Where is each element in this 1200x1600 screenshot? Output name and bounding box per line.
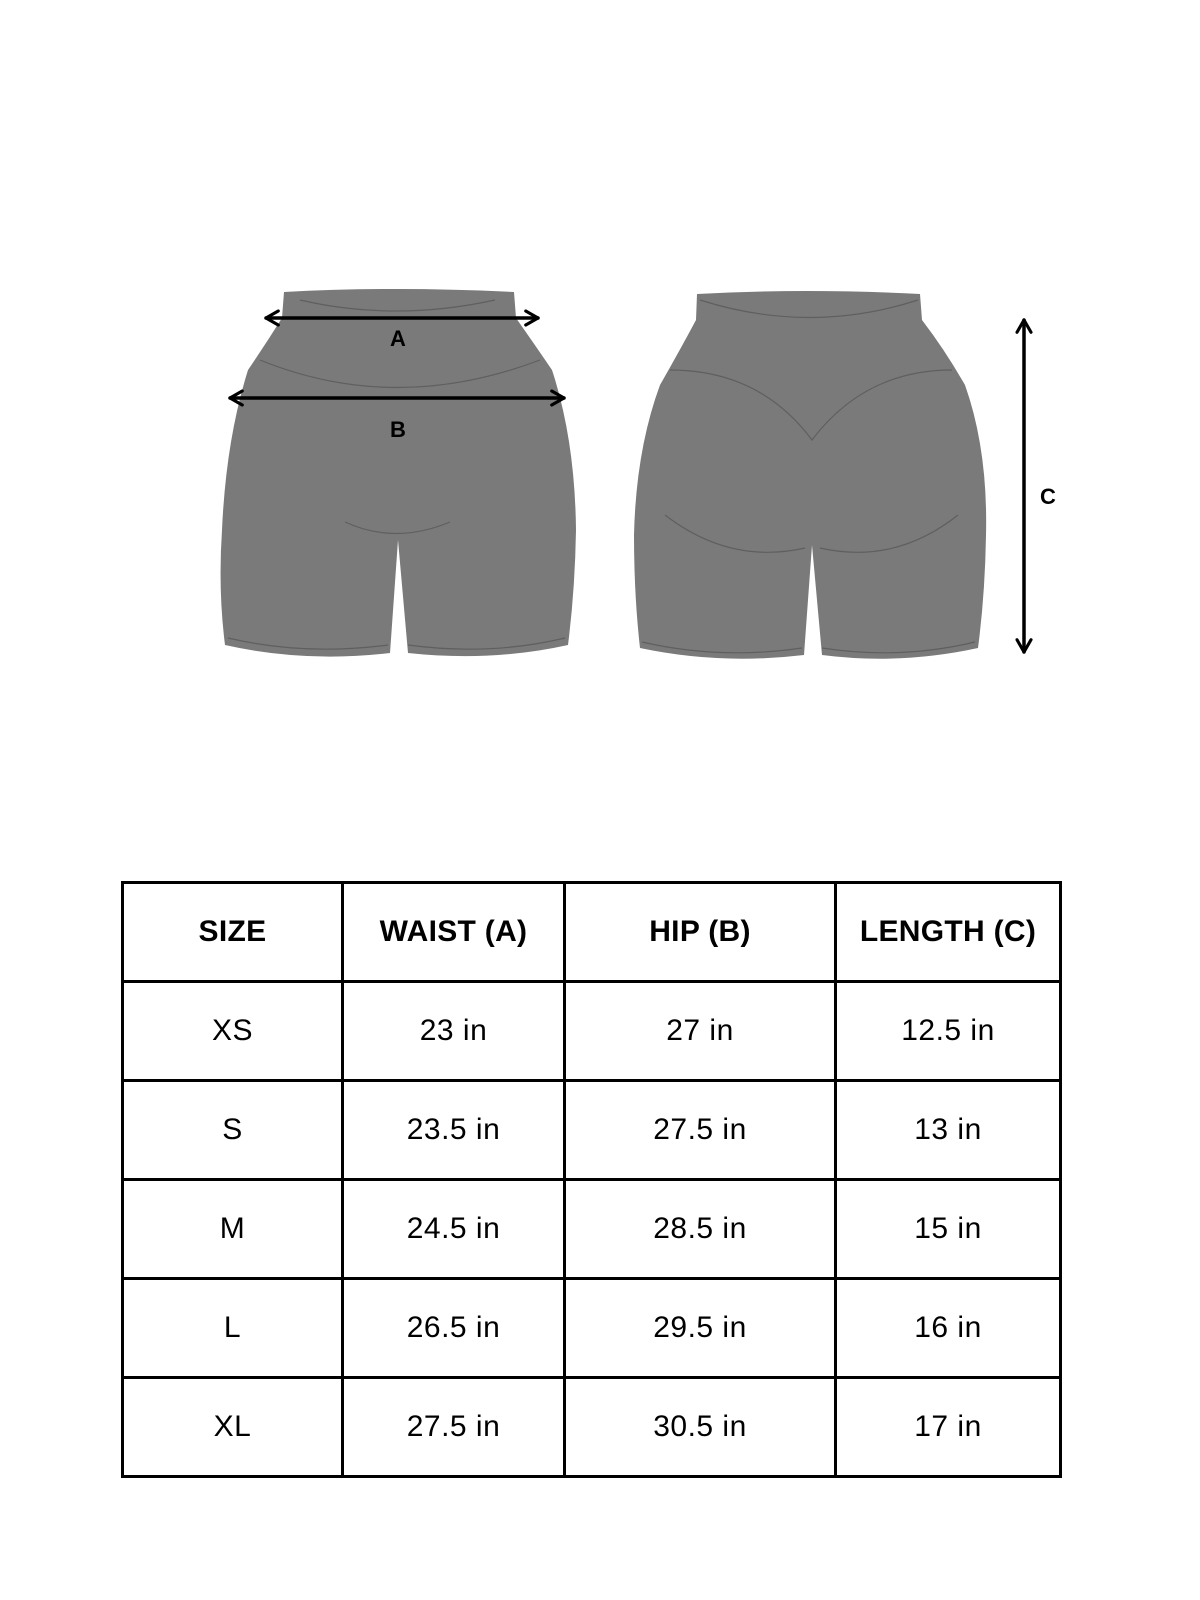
header-length: LENGTH (C)	[836, 883, 1061, 982]
header-hip: HIP (B)	[565, 883, 836, 982]
cell-hip: 28.5 in	[565, 1180, 836, 1279]
header-waist: WAIST (A)	[343, 883, 565, 982]
cell-length: 15 in	[836, 1180, 1061, 1279]
table-row	[123, 1180, 1061, 1279]
cell-size: S	[123, 1081, 343, 1180]
table-row	[123, 1081, 1061, 1180]
hip-label: B	[390, 417, 406, 442]
cell-length: 16 in	[836, 1279, 1061, 1378]
cell-size: L	[123, 1279, 343, 1378]
cell-waist: 27.5 in	[343, 1378, 565, 1477]
cell-hip: 27.5 in	[565, 1081, 836, 1180]
table-row	[123, 982, 1061, 1081]
header-size: SIZE	[123, 883, 343, 982]
size-chart-table	[121, 881, 1062, 1478]
cell-length: 17 in	[836, 1378, 1061, 1477]
waist-label: A	[390, 326, 406, 351]
cell-size: M	[123, 1180, 343, 1279]
shorts-measurement-diagram	[0, 0, 1200, 760]
length-label: C	[1040, 484, 1056, 509]
cell-waist: 24.5 in	[343, 1180, 565, 1279]
cell-size: XS	[123, 982, 343, 1081]
shorts-back-view	[634, 291, 986, 659]
table-row	[123, 1279, 1061, 1378]
cell-length: 13 in	[836, 1081, 1061, 1180]
cell-size: XL	[123, 1378, 343, 1477]
cell-hip: 29.5 in	[565, 1279, 836, 1378]
cell-length: 12.5 in	[836, 982, 1061, 1081]
cell-hip: 27 in	[565, 982, 836, 1081]
cell-hip: 30.5 in	[565, 1378, 836, 1477]
table-row	[123, 1378, 1061, 1477]
cell-waist: 23.5 in	[343, 1081, 565, 1180]
cell-waist: 26.5 in	[343, 1279, 565, 1378]
back-garment-body	[634, 291, 986, 659]
cell-waist: 23 in	[343, 982, 565, 1081]
table-header-row	[123, 883, 1061, 982]
